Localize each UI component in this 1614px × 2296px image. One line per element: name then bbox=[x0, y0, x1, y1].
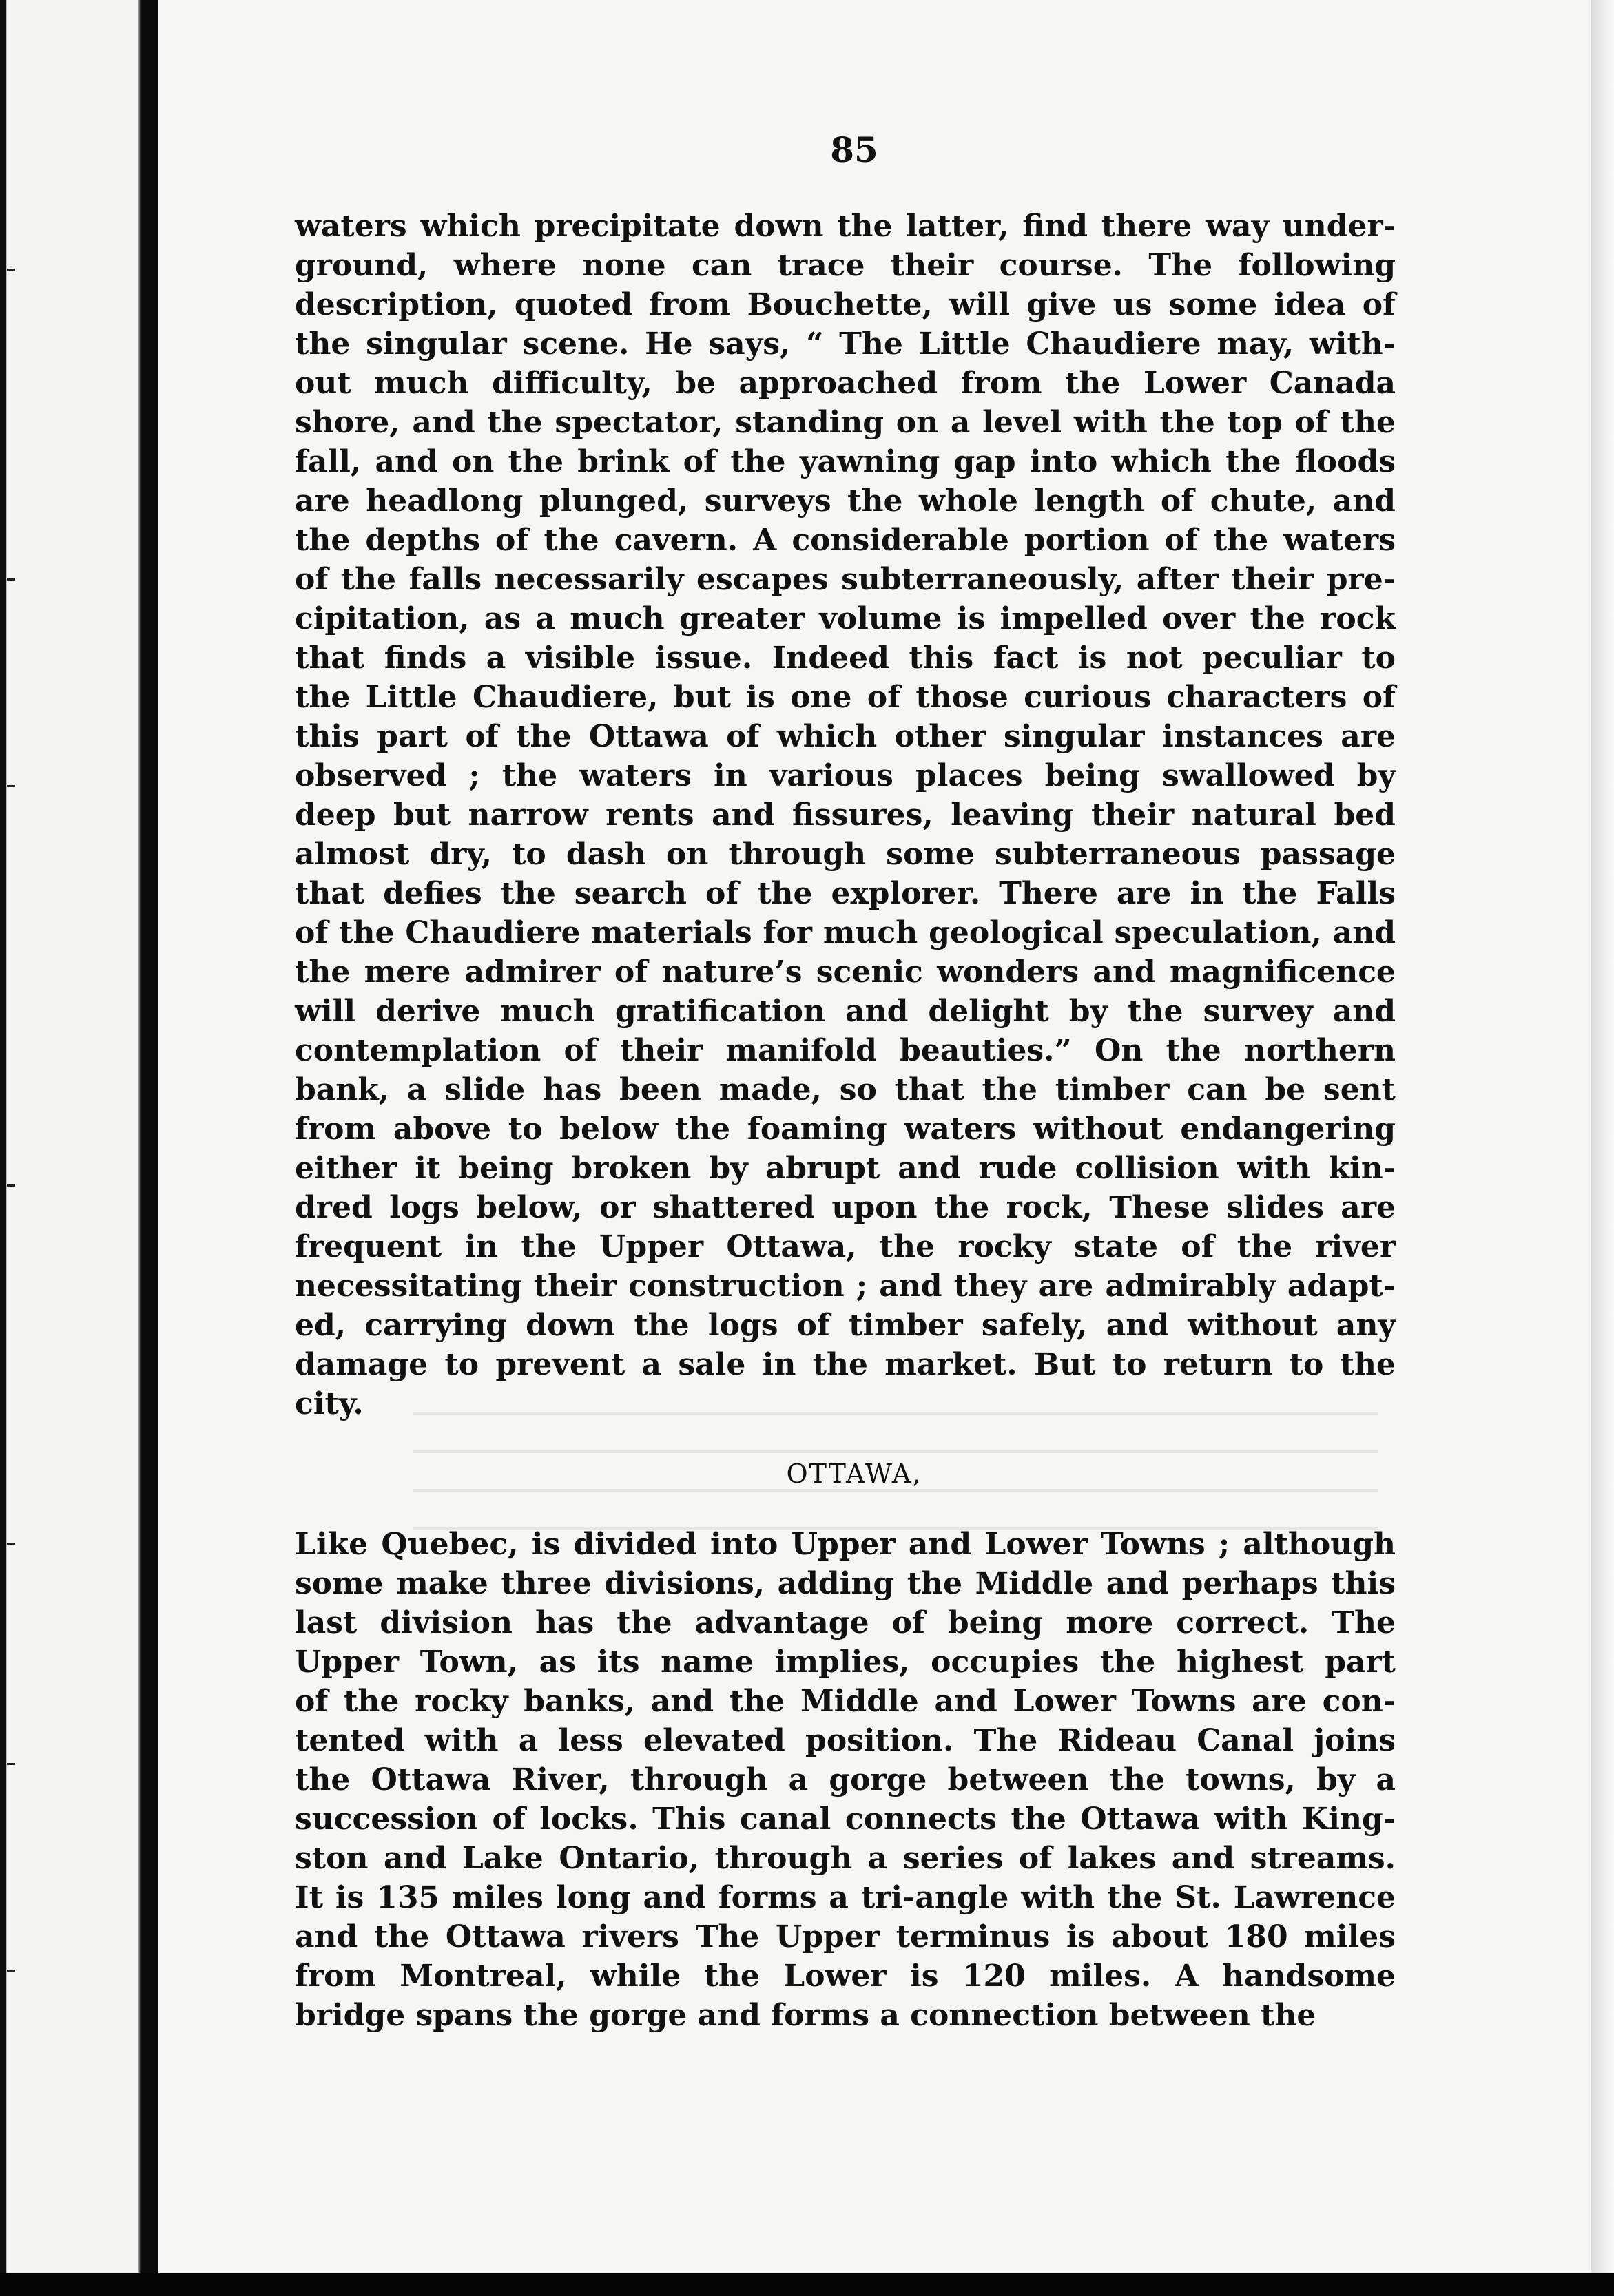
scan-bottom-border bbox=[0, 2273, 1614, 2296]
book-gutter bbox=[0, 0, 158, 2296]
text-line: of the Chaudiere materials for much geological speculation, and bbox=[295, 915, 1396, 950]
text-line: ground, where none can trace their course. The following bbox=[295, 248, 1396, 283]
text-line: from above to below the foaming waters without endangering bbox=[295, 1112, 1396, 1147]
text-line: shore, and the spectator, standing on a level with the top of the bbox=[295, 405, 1396, 440]
text-line: Upper Town, as its name implies, occupies the highest part bbox=[295, 1645, 1396, 1680]
text-line: the Little Chaudiere, but is one of those curious characters of bbox=[295, 680, 1396, 715]
text-line: Like Quebec, is divided into Upper and Lower Towns ; although bbox=[295, 1527, 1396, 1562]
text-line: the Ottawa River, through a gorge between the towns, by a bbox=[295, 1762, 1396, 1797]
text-line: of the rocky banks, and the Middle and Lower Towns are con- bbox=[295, 1684, 1396, 1719]
text-line: frequent in the Upper Ottawa, the rocky state of the river bbox=[295, 1229, 1396, 1264]
text-line: this part of the Ottawa of which other singular instances are bbox=[295, 719, 1396, 754]
edge-tick bbox=[7, 1970, 15, 1972]
text-line: city. bbox=[295, 1386, 364, 1421]
text-line: either it being broken by abrupt and rude collision with kin- bbox=[295, 1151, 1396, 1186]
edge-tick bbox=[7, 1763, 15, 1765]
text-line: that finds a visible issue. Indeed this fact is not peculiar to bbox=[295, 640, 1396, 676]
text-line: last division has the advantage of being more correct. The bbox=[295, 1605, 1396, 1640]
text-line: description, quoted from Bouchette, will give us some idea of bbox=[295, 287, 1396, 322]
text-line: observed ; the waters in various places being swallowed by bbox=[295, 758, 1396, 793]
text-line: bank, a slide has been made, so that the timber can be sent bbox=[295, 1072, 1396, 1107]
page-number: 85 bbox=[830, 129, 878, 170]
text-line: of the falls necessarily escapes subterraneously, after their pre- bbox=[295, 562, 1396, 597]
section-heading: OTTAWA, bbox=[786, 1459, 922, 1489]
text-line: and the Ottawa rivers The Upper terminus is about 180 miles bbox=[295, 1919, 1396, 1954]
text-line: some make three divisions, adding the Middle and perhaps this bbox=[295, 1566, 1396, 1601]
text-line: the mere admirer of nature’s scenic wonders and magnificence bbox=[295, 954, 1396, 990]
text-line: fall, and on the brink of the yawning gap into which the floods bbox=[295, 444, 1396, 479]
text-line: will derive much gratification and delight by the survey and bbox=[295, 994, 1396, 1029]
text-line: ed, carrying down the logs of timber safely, and without any bbox=[295, 1308, 1396, 1343]
edge-tick bbox=[7, 269, 15, 271]
paragraph-2 bbox=[295, 1525, 1396, 2035]
text-line: dred logs below, or shattered upon the rock, These slides are bbox=[295, 1190, 1396, 1225]
text-line: bridge spans the gorge and forms a connection between the bbox=[295, 1998, 1316, 2033]
text-line: almost dry, to dash on through some subterraneous passage bbox=[295, 837, 1396, 872]
edge-tick bbox=[7, 1184, 15, 1187]
text-line: It is 135 miles long and forms a tri-angle with the St. Lawrence bbox=[295, 1880, 1396, 1915]
text-line: succession of locks. This canal connects the Ottawa with King- bbox=[295, 1802, 1396, 1837]
edge-tick bbox=[7, 1543, 15, 1545]
text-line: necessitating their construction ; and they are admirably adapt- bbox=[295, 1269, 1396, 1304]
edge-tick bbox=[7, 578, 15, 581]
text-line: damage to prevent a sale in the market. But to return to the bbox=[295, 1347, 1396, 1382]
text-line: cipitation, as a much greater volume is impelled over the rock bbox=[295, 601, 1396, 636]
text-line: that defies the search of the explorer. There are in the Falls bbox=[295, 876, 1396, 911]
page-right-edge bbox=[1591, 0, 1614, 2296]
text-line: ston and Lake Ontario, through a series of lakes and streams. bbox=[295, 1841, 1396, 1876]
text-line: tented with a less elevated position. The Rideau Canal joins bbox=[295, 1723, 1396, 1758]
text-line: are headlong plunged, surveys the whole length of chute, and bbox=[295, 483, 1396, 519]
text-line: from Montreal, while the Lower is 120 miles. A handsome bbox=[295, 1959, 1396, 1994]
edge-tick bbox=[7, 785, 15, 787]
text-line: the singular scene. He says, “ The Little Chaudiere may, with- bbox=[295, 326, 1396, 362]
paragraph-1 bbox=[295, 207, 1396, 1423]
text-line: out much difficulty, be approached from the Lower Canada bbox=[295, 366, 1396, 401]
text-line: contemplation of their manifold beauties.” On the northern bbox=[295, 1033, 1396, 1068]
text-line: the depths of the cavern. A considerable portion of the waters bbox=[295, 523, 1396, 558]
text-line: waters which precipitate down the latter, find there way under- bbox=[295, 209, 1396, 244]
text-line: deep but narrow rents and fissures, leaving their natural bed bbox=[295, 797, 1396, 833]
